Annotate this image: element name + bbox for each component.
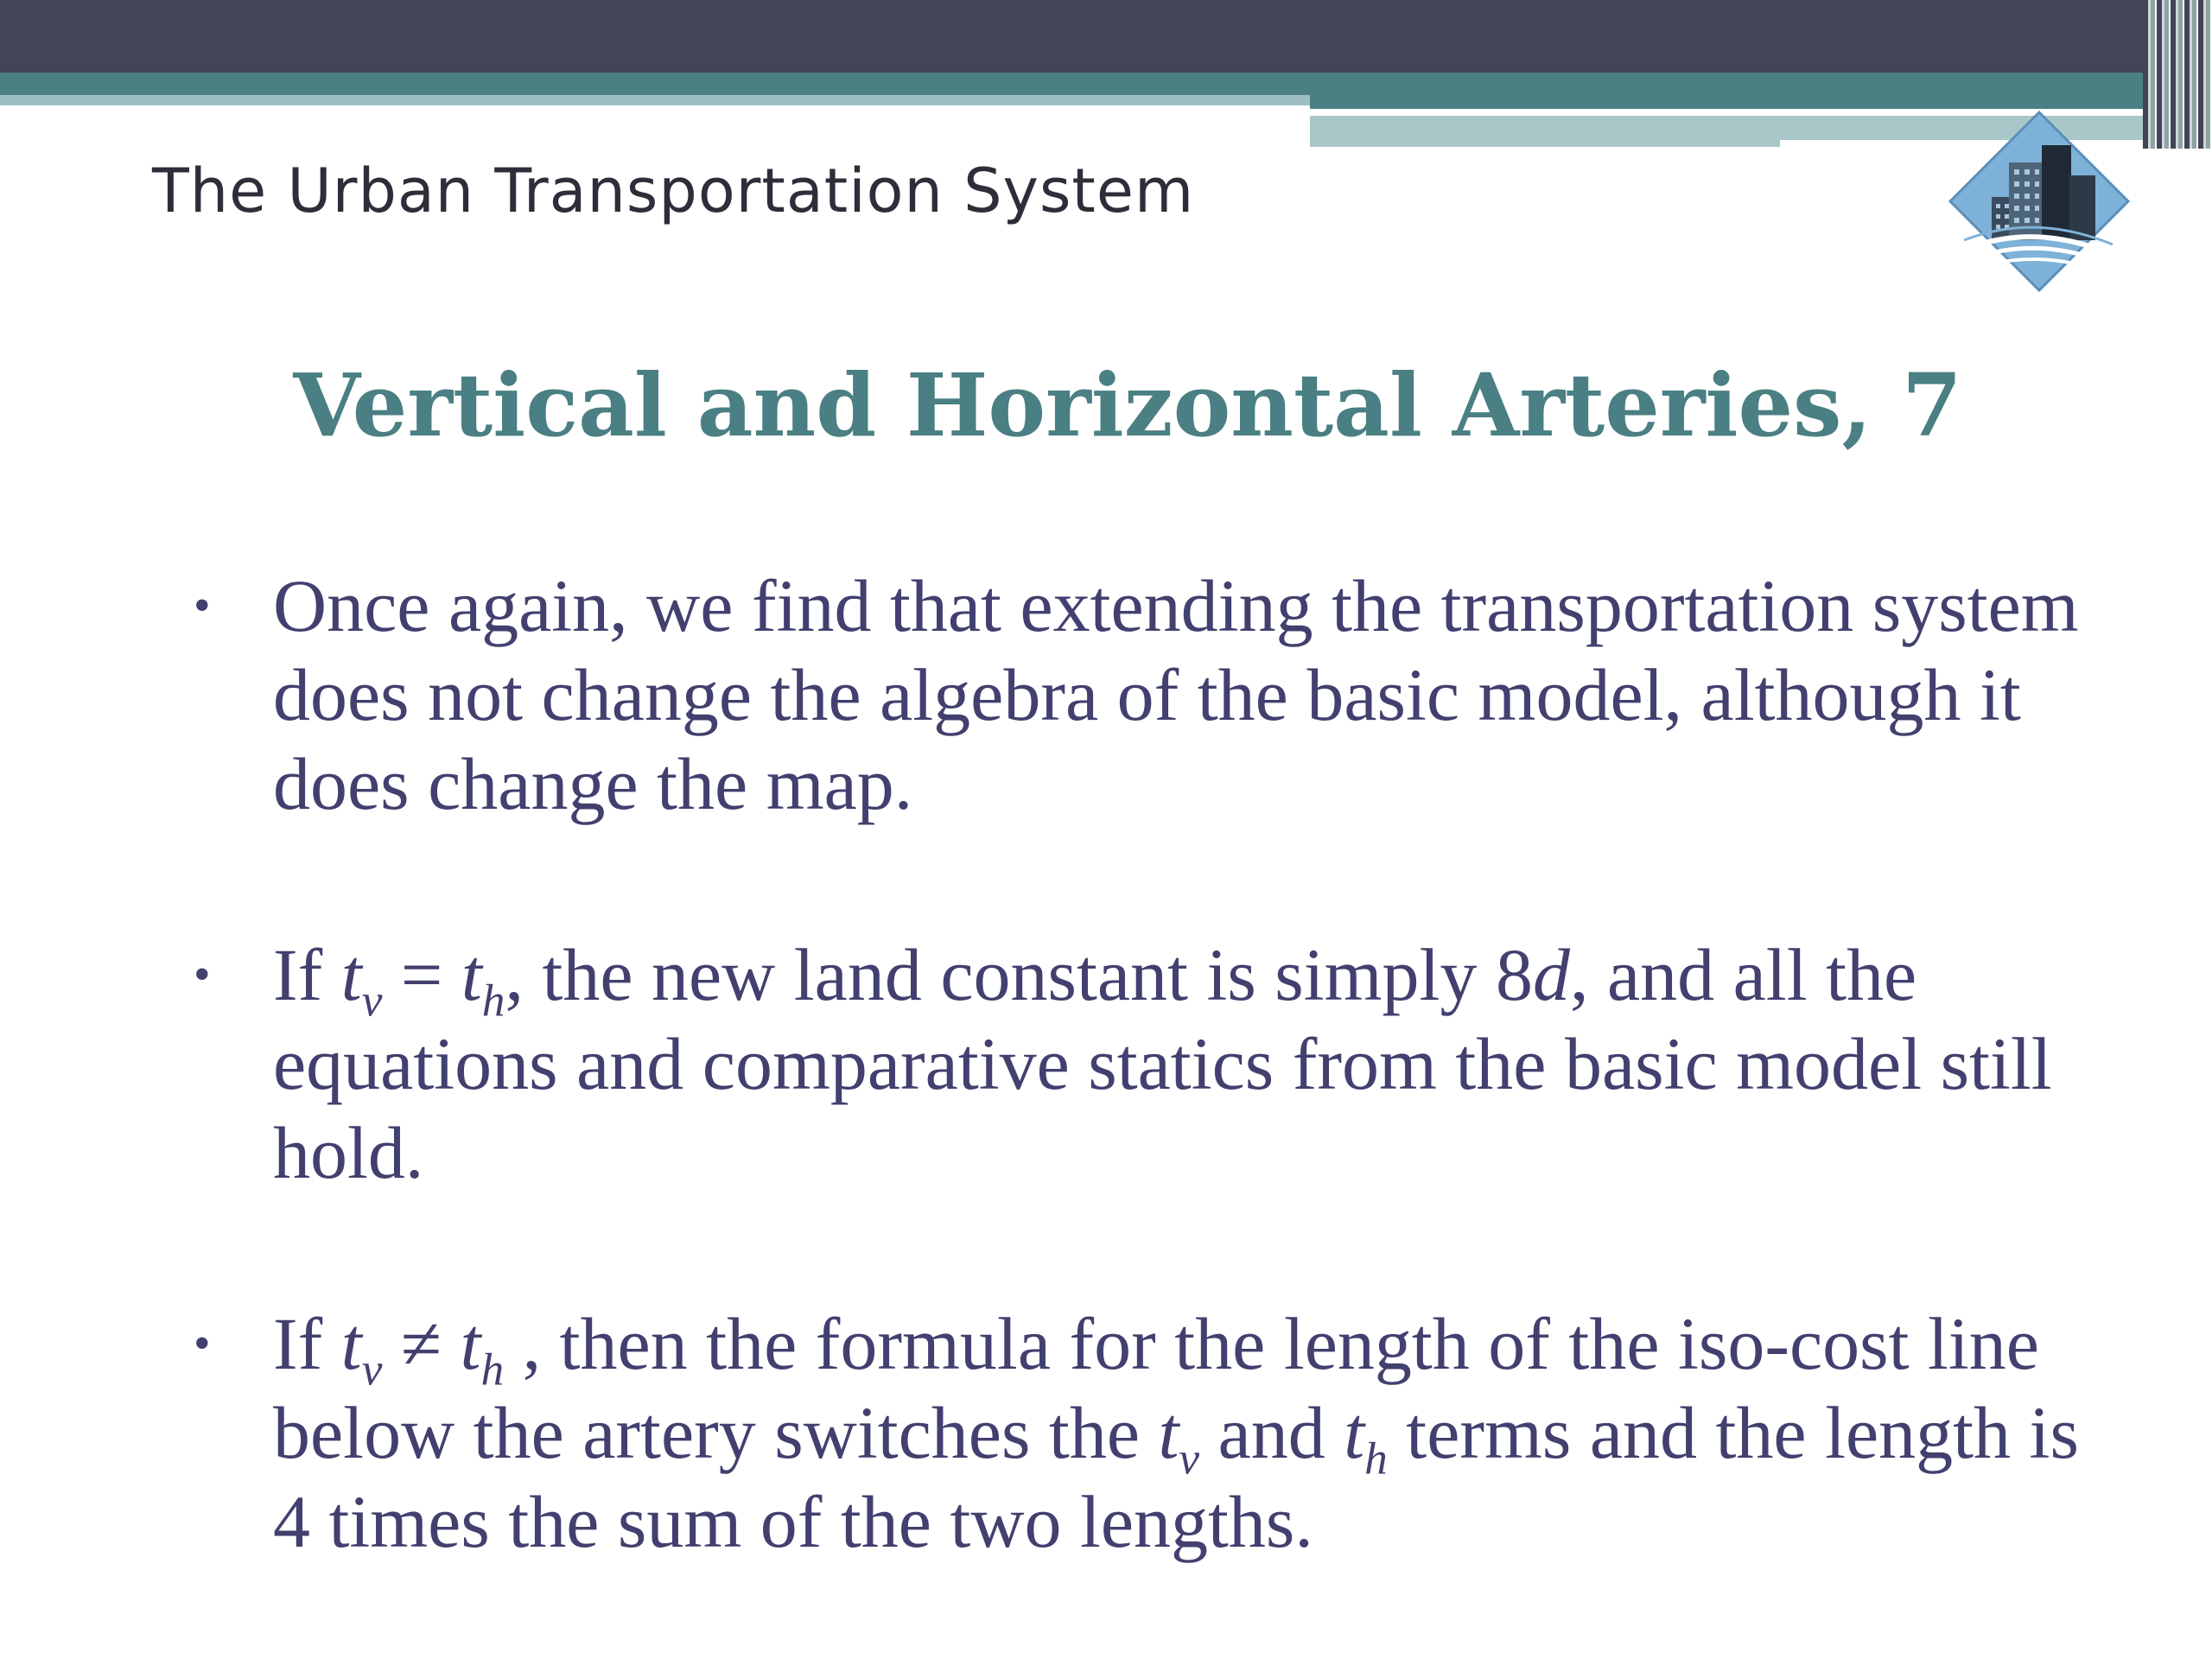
math-operator: = (382, 933, 461, 1016)
header-teal-bar (0, 73, 1310, 95)
math-subscript: h (481, 974, 505, 1027)
bullet-item (183, 1300, 2119, 1567)
bullet-list (183, 562, 2119, 1659)
math-subscript: v (361, 974, 383, 1027)
math-var: t (340, 1302, 362, 1385)
bullet-icon: • (194, 1317, 211, 1370)
math-subscript: h (480, 1343, 505, 1395)
bullet-icon: • (194, 579, 211, 632)
text-segment: , and all the equations and comparative statics from the basic model still hold. (273, 933, 2052, 1194)
text-segment: and (1199, 1391, 1344, 1474)
math-subscript: v (361, 1343, 383, 1395)
bullet-text (273, 931, 2119, 1198)
city-buildings-icon (1948, 111, 2130, 292)
header-dark-bar (0, 0, 2212, 73)
text-segment: terms and the length is 4 times the sum of the two lengths. (273, 1391, 2079, 1563)
math-var: t (461, 933, 482, 1016)
text-segment: If (273, 1302, 341, 1385)
slide-title: Vertical and Horizontal Arteries, 7 (293, 354, 1962, 456)
text-segment: If (273, 933, 341, 1016)
bullet-item (183, 931, 2119, 1198)
math-var: d (1532, 933, 1570, 1016)
header-light-bar (0, 95, 1310, 105)
bullet-text (273, 1300, 2119, 1567)
math-operator: ≠ (382, 1302, 461, 1385)
header-vertical-stripes (2143, 0, 2212, 149)
math-subscript: h (1364, 1432, 1388, 1484)
math-var: t (340, 933, 362, 1016)
text-segment: , then the formula for the length of the iso-cost line below the artery switches the (273, 1302, 2039, 1474)
bullet-icon: • (194, 948, 211, 1001)
bullet-item (183, 562, 2119, 829)
math-var: t (1344, 1391, 1365, 1474)
math-var: t (1158, 1391, 1179, 1474)
math-subscript: v (1179, 1432, 1200, 1484)
header-teal-bar-right (1310, 73, 2212, 109)
bullet-text: Once again, we find that extending the transportation system does not change the algebra of the basic model, although it does change the map. (273, 564, 2079, 825)
text-segment: , the new land constant is simply 8 (505, 933, 1533, 1016)
math-var: t (460, 1302, 481, 1385)
presentation-title: The Urban Transportation System (152, 156, 1195, 226)
